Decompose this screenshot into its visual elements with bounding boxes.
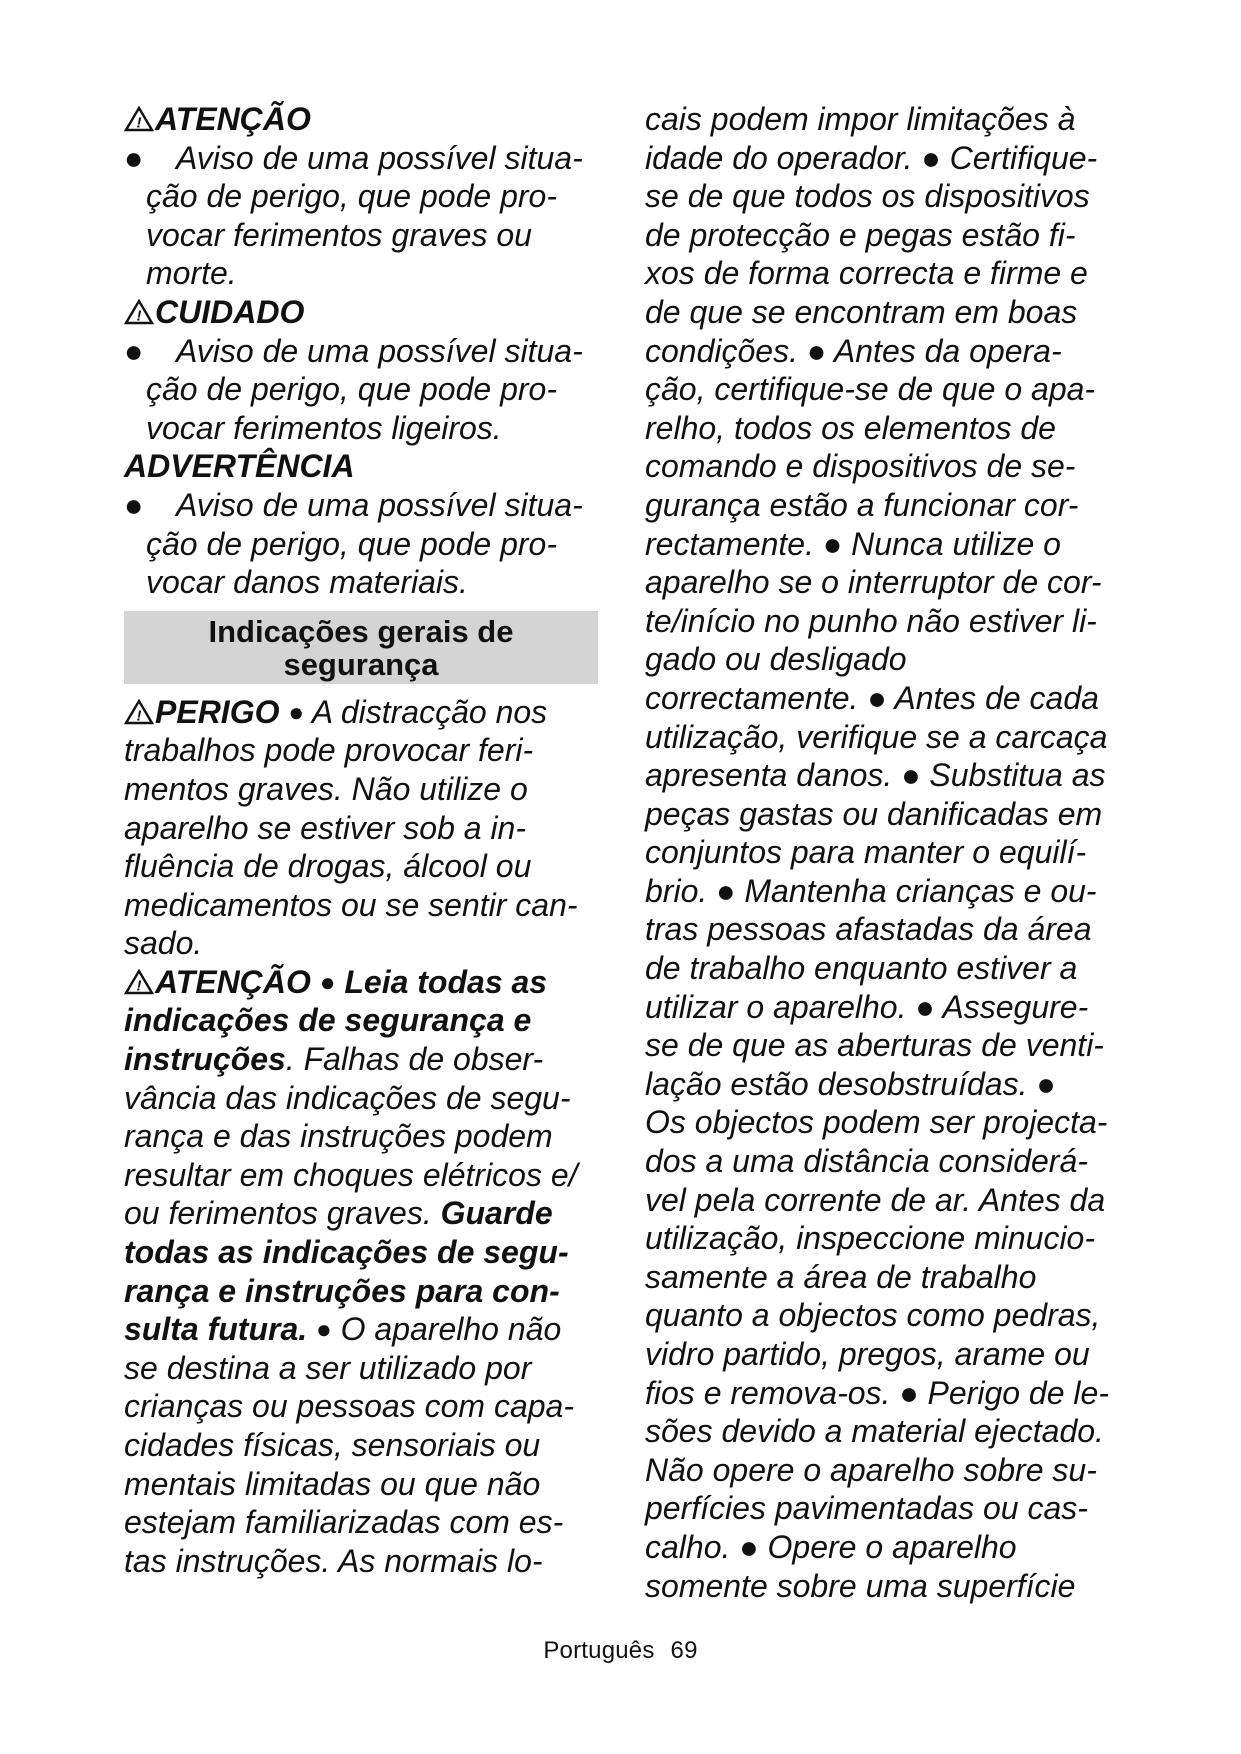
svg-text:!: ! <box>136 114 142 132</box>
text-line: dos a uma distância considerá- <box>645 1143 1088 1180</box>
text-line: estejam familiarizadas com es- <box>124 1504 564 1541</box>
atencao-heading: ATENÇÃO <box>155 963 311 1000</box>
text-line: apresenta danos. ● Substitua as <box>645 757 1106 794</box>
svg-text:!: ! <box>136 707 142 725</box>
bullet-icon: ● <box>124 332 144 369</box>
text-line: relho, todos os elementos de <box>645 409 1056 446</box>
text-line: conjuntos para manter o equilí- <box>645 834 1087 871</box>
text-line: morte. <box>146 255 237 292</box>
text-line: trabalhos pode provocar feri- <box>124 732 534 769</box>
text-line: vância das indicações de segu- <box>124 1079 571 1116</box>
warning-heading-advertencia: ADVERTÊNCIA <box>124 448 355 485</box>
text-line: indicações de segurança e <box>124 1002 532 1039</box>
bullet-icon: ● <box>316 1314 332 1345</box>
text-line: sado. <box>124 925 203 962</box>
text-line: correctamente. ● Antes de cada <box>645 679 1099 716</box>
text-line: vocar ferimentos graves ou <box>146 216 532 253</box>
text-line: vel pela corrente de ar. Antes da <box>645 1181 1106 1218</box>
text-line: samente a área de trabalho <box>645 1258 1037 1295</box>
text-line: perfícies pavimentadas ou cas- <box>645 1490 1088 1527</box>
text-line: tras pessoas afastadas da área <box>645 911 1092 948</box>
text-line: mentos graves. Não utilize o <box>124 770 528 807</box>
page-number: 69 <box>670 1637 698 1664</box>
text-line: ção de perigo, que pode pro- <box>146 371 557 408</box>
text-line: ção de perigo, que pode pro- <box>146 525 557 562</box>
text-line: rança e das instruções podem <box>124 1118 553 1155</box>
text-line: brio. ● Mantenha crianças e ou- <box>645 872 1097 909</box>
text-line: se de que as aberturas de venti- <box>645 1027 1104 1064</box>
text-line: aparelho se estiver sob a in- <box>124 809 526 846</box>
text-line: vocar danos materiais. <box>146 564 468 601</box>
text-line: cais podem impor limitações à <box>645 101 1076 137</box>
text-line: ção de perigo, que pode pro- <box>146 178 557 215</box>
perigo-paragraph-start: ! PERIGO ● A distracção nos <box>124 693 602 732</box>
text-line: de trabalho enquanto estiver a <box>645 950 1078 987</box>
text-line: cidades físicas, sensoriais ou <box>124 1427 541 1463</box>
text-line: rança e instruções para con- <box>124 1272 560 1309</box>
text-line: comando e dispositivos de se- <box>645 448 1076 485</box>
bullet-icon: ● <box>124 486 144 523</box>
text-line: ou ferimentos graves. Guarde <box>124 1195 553 1232</box>
text-line: utilizar o aparelho. ● Assegure- <box>645 988 1089 1025</box>
text-line: de protecção e pegas estão fi- <box>645 216 1076 253</box>
right-column <box>645 100 1125 1605</box>
bullet-icon: ● <box>319 966 336 997</box>
perigo-heading: PERIGO <box>155 693 280 730</box>
text-line: resultar em choques elétricos e/ <box>124 1156 578 1193</box>
text-line: condições. ● Antes da opera- <box>645 332 1062 369</box>
bullet-icon: ● <box>124 139 144 176</box>
text-line: peças gastas ou danificadas em <box>645 795 1103 832</box>
warning-heading-atencao: ! ATENÇÃO <box>124 100 602 139</box>
text-line: xos de forma correcta e firme e <box>645 255 1088 292</box>
warning-triangle-icon <box>124 969 154 995</box>
text-line: gurança estão a funcionar cor- <box>645 486 1079 523</box>
text-line: lação estão desobstruídas. ● <box>645 1065 1056 1102</box>
text-line: utilização, inspeccione minucio- <box>645 1220 1095 1257</box>
section-title-line: Indicações gerais de <box>208 613 514 649</box>
text-line: vocar ferimentos ligeiros. <box>146 409 502 446</box>
footer-language: Português <box>543 1637 655 1664</box>
text-line: de que se encontram em boas <box>645 293 1078 330</box>
text-line: quanto a objectos como pedras, <box>645 1297 1101 1334</box>
text-line: sulta futura. ● O aparelho não <box>124 1311 562 1348</box>
text-line: crianças ou pessoas com capa- <box>124 1388 574 1425</box>
text-line: fios e remova-os. ● Perigo de le- <box>645 1374 1109 1411</box>
text-line: ção, certifique-se de que o apa- <box>645 371 1096 408</box>
warning-triangle-icon <box>124 699 154 725</box>
text-line: somente sobre uma superfície <box>645 1567 1076 1604</box>
text-line: calho. ● Opere o aparelho <box>645 1528 1017 1565</box>
text-line: todas as indicações de segu- <box>124 1234 569 1271</box>
text-line: se de que todos os dispositivos <box>645 178 1090 215</box>
warning-heading-cuidado: ! CUIDADO <box>124 293 602 332</box>
text-line: sões devido a material ejectado. <box>645 1413 1104 1450</box>
warning-triangle-icon <box>124 106 154 132</box>
text-line: Não opere o aparelho sobre su- <box>645 1451 1097 1488</box>
atencao-paragraph-start: ! ATENÇÃO ● Leia todas as <box>124 963 602 1002</box>
text-line: gado ou desligado <box>645 641 907 678</box>
section-title-box <box>124 611 598 684</box>
bullet-icon: ● <box>288 696 305 727</box>
svg-text:!: ! <box>136 977 142 995</box>
text-line: se destina a ser utilizado por <box>124 1349 532 1386</box>
text-line: medicamentos ou se sentir can- <box>124 886 578 923</box>
page-footer <box>0 1637 1241 1665</box>
text-line: tas instruções. As normais lo- <box>124 1542 543 1579</box>
text-line: mentais limitadas ou que não <box>124 1465 541 1502</box>
text-line: te/início no punho não estiver li- <box>645 602 1097 639</box>
text-line: idade do operador. ● Certifique- <box>645 139 1098 176</box>
left-column <box>124 100 602 1580</box>
text-line: aparelho se o interruptor de cor- <box>645 564 1102 601</box>
text-line: utilização, verifique se a carcaça <box>645 718 1108 755</box>
svg-text:!: ! <box>136 307 142 325</box>
text-line: vidro partido, pregos, arame ou <box>645 1336 1090 1372</box>
text-line: Os objectos podem ser projecta- <box>645 1104 1108 1141</box>
text-line: rectamente. ● Nunca utilize o <box>645 525 1061 562</box>
text-line: fluência de drogas, álcool ou <box>124 848 532 885</box>
list-item: ● Aviso de uma possível situa- <box>124 332 583 369</box>
warning-triangle-icon <box>124 299 154 325</box>
list-item: ● Aviso de uma possível situa- <box>124 486 583 523</box>
list-item: ● Aviso de uma possível situa- <box>124 139 583 176</box>
section-title-line: segurança <box>283 646 439 682</box>
text-line: instruções. Falhas de obser- <box>124 1041 544 1078</box>
